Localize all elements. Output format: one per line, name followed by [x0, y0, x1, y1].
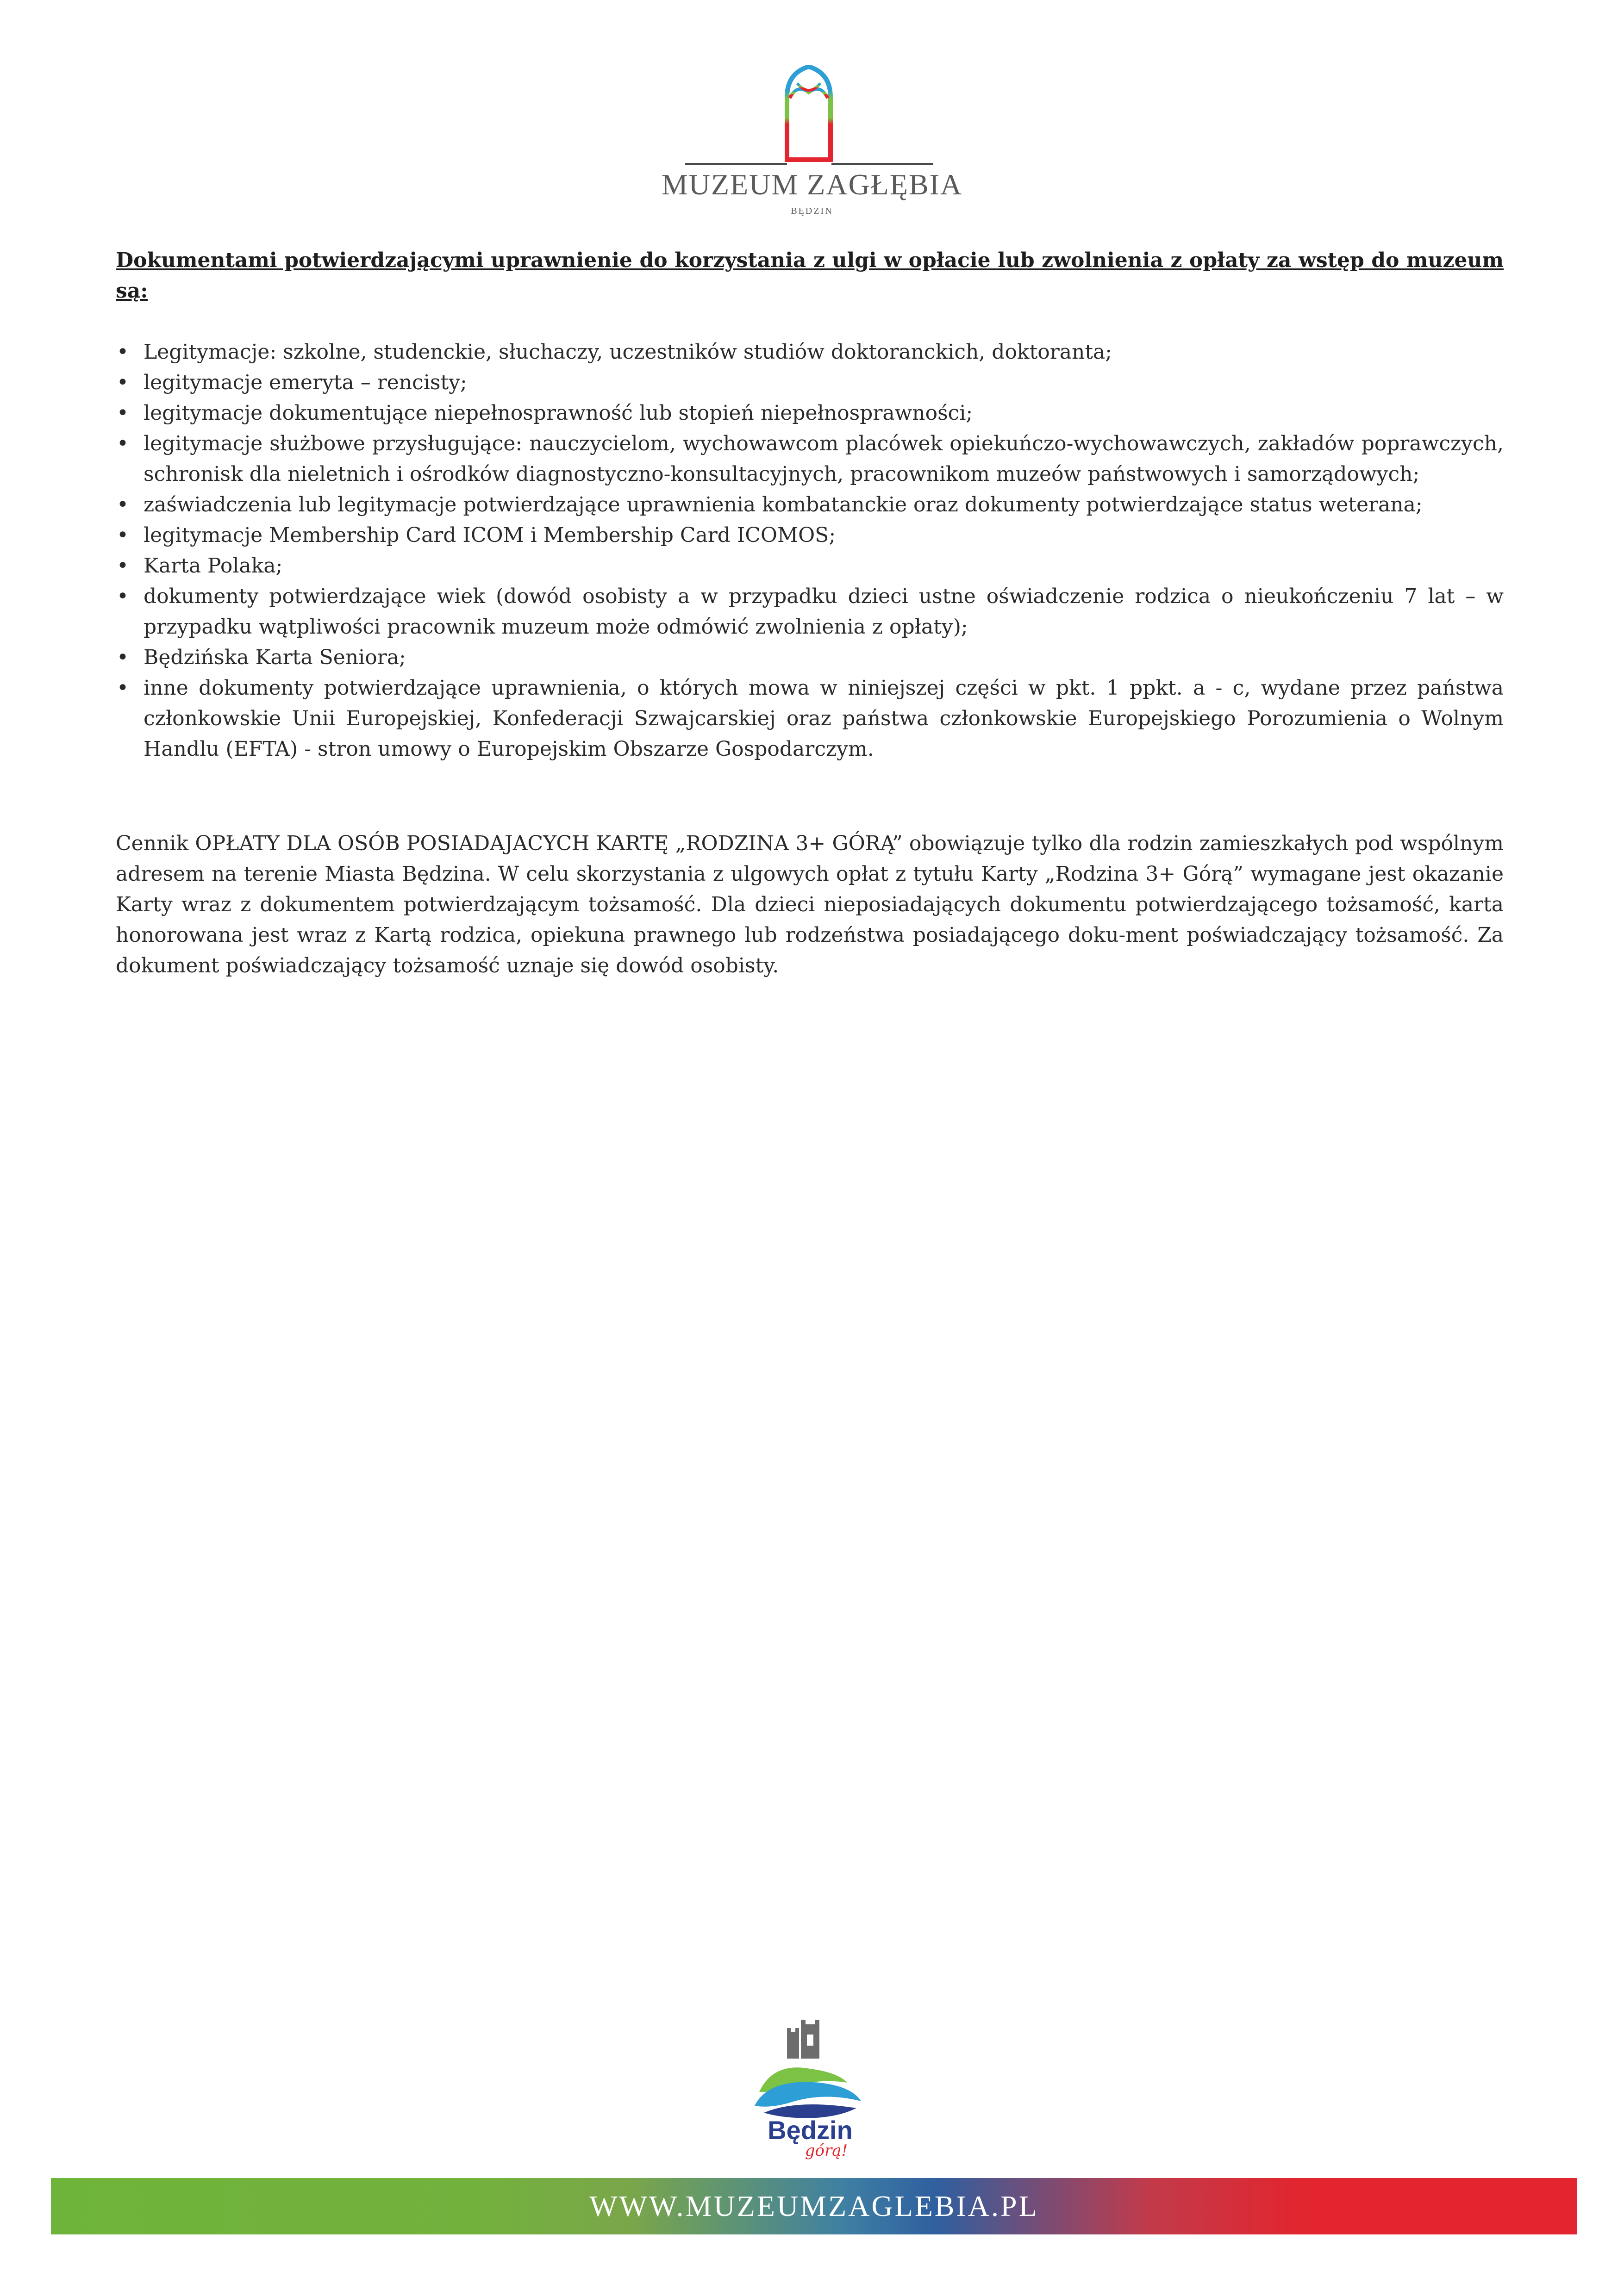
list-item: [116, 429, 1504, 490]
list-item: [116, 490, 1504, 520]
city-logo-text: Będzin: [768, 2116, 853, 2145]
city-logo-slogan: górą!: [805, 2141, 848, 2160]
list-item-text: Legitymacje: szkolne, studenckie, słuchaczy, uczestników studiów doktoranckich, doktoranta;: [144, 340, 1112, 364]
bullet-icon: •: [117, 554, 129, 578]
list-item-text: inne dokumenty potwierdzające uprawnienia, o których mowa w niniejszej części w pkt. 1 ppkt. a - c, wydane przez państwa członkowskie Unii Europejskiej, Konfederacji Szwajcarskiej oraz państwa członkowskie Europejskiego Porozumienia o Wolnym Handlu (EFTA) - stron umowy o Europejskim Obszarze Gospodarczym.: [144, 676, 1504, 761]
bullet-icon: •: [117, 646, 129, 669]
list-item-text: dokumenty potwierdzające wiek (dowód osobisty a w przypadku dzieci ustne oświadczenie rodzica o nieukończeniu 7 lat – w przypadku wątpliwości pracownik muzeum może odmówić zwolnienia z opłaty);: [144, 585, 1504, 639]
list-item: [116, 367, 1504, 398]
bedzin-city-logo-icon: [741, 2013, 880, 2161]
list-item: [116, 551, 1504, 581]
museum-city: BĘDZIN: [791, 206, 833, 216]
list-item: [116, 581, 1504, 642]
museum-name: MUZEUM ZAGŁĘBIA: [661, 168, 963, 201]
website-url[interactable]: WWW.MUZEUMZAGLEBIA.PL: [589, 2190, 1039, 2222]
bullet-icon: •: [117, 676, 129, 700]
rodzina-card-paragraph: Cennik OPŁATY DLA OSÓB POSIADAJACYCH KARTĘ „RODZINA 3+ GÓRĄ” obowiązuje tylko dla rodzin zamieszkałych pod wspólnym adresem na terenie Miasta Będzina. W celu skorzystania z ulgowych opłat z tytułu Karty „Rodzina 3+ Górą” wymagane jest okazanie Karty wraz z dokumentem potwierdzającym tożsamość. Dla dzieci nieposiadających dokumentu potwierdzającego tożsamość, karta honorowana jest wraz z Kartą rodzica, opiekuna prawnego lub rodzeństwa posiadającego doku-ment poświadczający tożsamość. Za dokument poświadczający tożsamość uznaje się dowód osobisty.: [116, 832, 1504, 977]
list-item-text: legitymacje Membership Card ICOM i Membership Card ICOMOS;: [144, 523, 836, 547]
bullet-icon: •: [117, 585, 129, 608]
bullet-icon: •: [117, 401, 129, 425]
list-item: [116, 337, 1504, 367]
list-item: [116, 398, 1504, 429]
list-item-text: legitymacje emeryta – rencisty;: [144, 371, 467, 394]
list-item-text: Będzińska Karta Seniora;: [144, 646, 406, 669]
list-item: [116, 520, 1504, 551]
list-item-text: legitymacje służbowe przysługujące: nauczycielom, wychowawcom placówek opiekuńczo-wychowawczych, zakładów poprawczych, schronisk dla nieletnich i ośrodków diagnostyczno-konsultacyjnych, pracownikom muzeów państwowych i samorządowych;: [144, 432, 1504, 486]
museum-logo: [650, 65, 974, 227]
list-item-text: Karta Polaka;: [144, 554, 283, 578]
list-item-text: legitymacje dokumentujące niepełnosprawność lub stopień niepełnosprawności;: [144, 401, 973, 425]
footer-bar: [51, 2178, 1577, 2234]
museum-window-logo-icon: [783, 65, 834, 162]
section-heading: Dokumentami potwierdzającymi uprawnienie do korzystania z ulgi w opłacie lub zwolnienia z opłaty za wstęp do muzeum są:: [116, 249, 1504, 303]
logo-divider-right: [831, 163, 933, 165]
bullet-icon: •: [117, 523, 129, 547]
list-item: [116, 673, 1504, 765]
document-list: [116, 337, 1504, 765]
document-body: [116, 245, 1504, 1002]
list-item-text: zaświadczenia lub legitymacje potwierdzające uprawnienia kombatanckie oraz dokumenty potwierdzające status weterana;: [144, 493, 1423, 516]
bullet-icon: •: [117, 340, 129, 364]
bullet-icon: •: [117, 432, 129, 455]
bullet-icon: •: [117, 493, 129, 516]
bullet-icon: •: [117, 371, 129, 394]
list-item: [116, 642, 1504, 673]
logo-divider-left: [685, 163, 787, 165]
